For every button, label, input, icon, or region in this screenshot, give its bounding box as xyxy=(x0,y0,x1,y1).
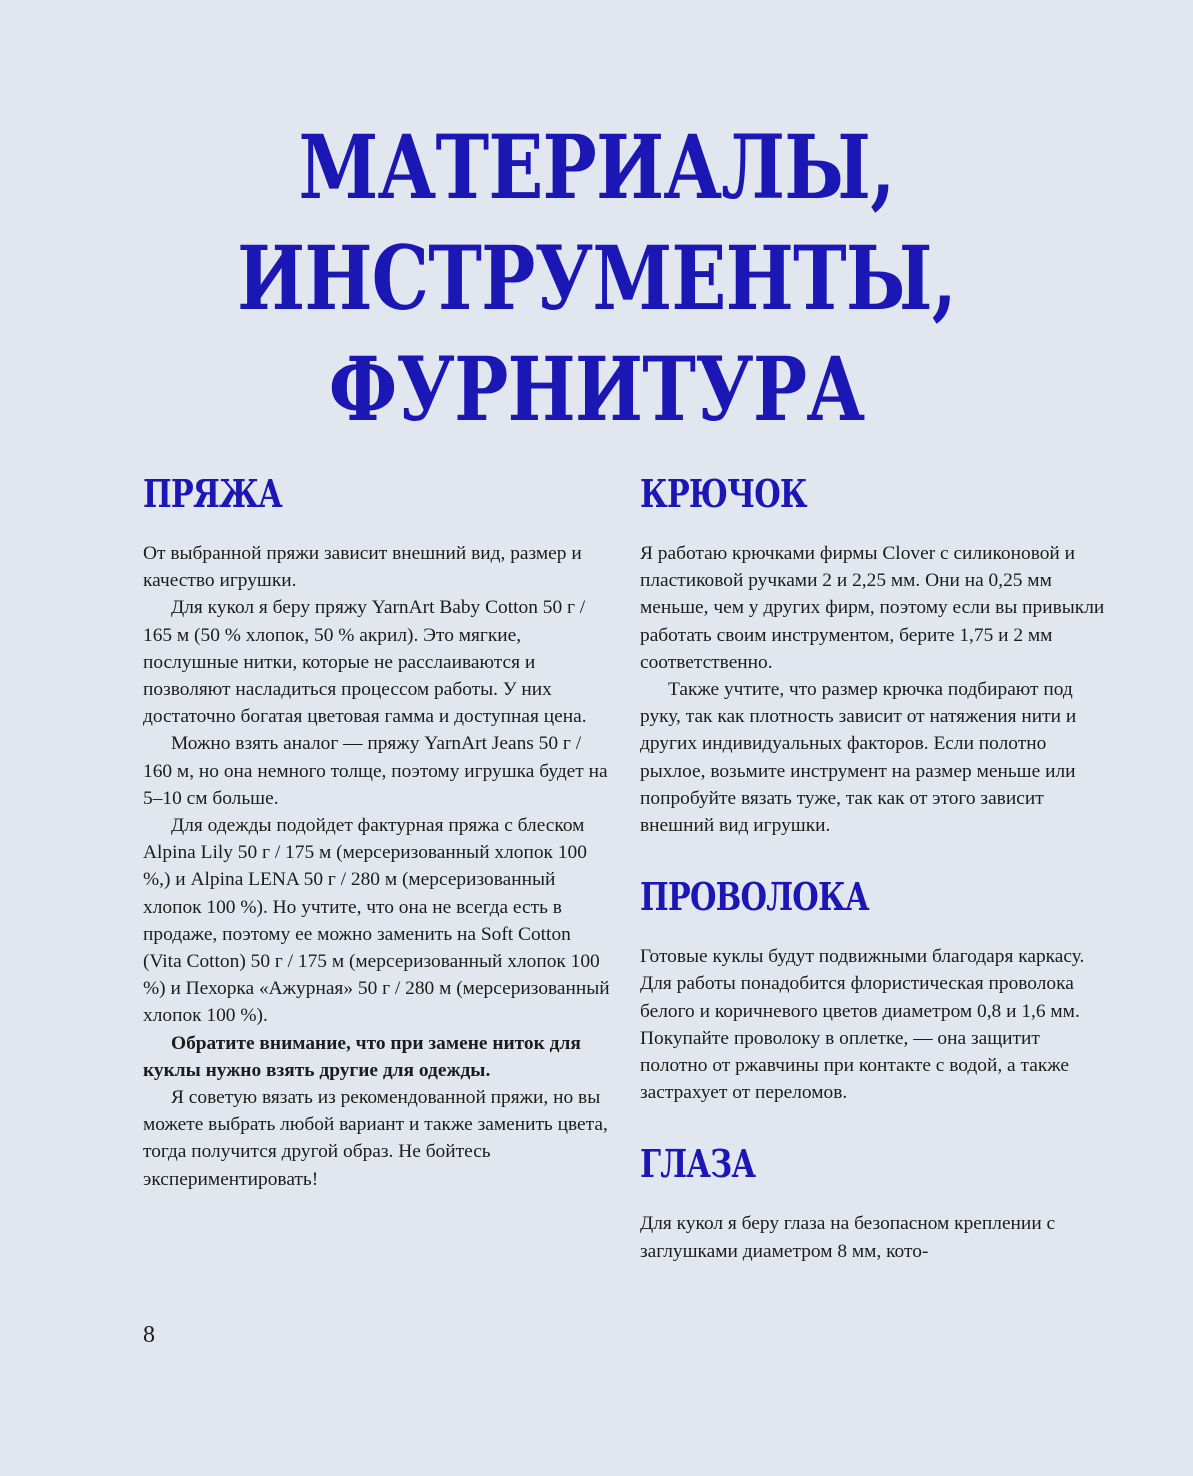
hook-paragraph-2: Также учтите, что размер крючка подбирают под руку, так как плотность зависит от натяжения нити и других индивидуальных факторов. Если полотно рыхлое, возьмите инструмент на размер меньше или попробуйте вязать туже, так как от этого зависит внешний вид игрушки. xyxy=(640,679,1077,837)
yarn-paragraph-2: Для кукол я беру пряжу YarnArt Baby Cotton 50 г / 165 м (50 % хлопок, 50 % акрил). Это мягкие, послушные нитки, которые не расслаиваются и позволяют насладиться процессом работы. У них достаточно богатая цветовая гамма и доступная цена. xyxy=(143,597,587,728)
spacer xyxy=(640,518,1110,540)
hook-paragraph-1: Я работаю крючками фирмы Clover с силиконовой и пластиковой ручками 2 и 2,25 мм. Они на 0,25 мм меньше, чем у других фирм, поэтому если вы привыкли работать своим инструментом, берите 1,75 и 2 мм соответственно. xyxy=(640,543,1105,673)
yarn-note: Обратите внимание, что при замене ниток для куклы нужно взять другие для одежды. xyxy=(143,1032,581,1081)
section-heading-eyes: ГЛАЗА xyxy=(640,1141,756,1187)
spacer xyxy=(640,921,1110,943)
page-number: 8 xyxy=(143,1322,155,1348)
title-line-2: ИНСТРУМЕНТЫ, xyxy=(236,226,957,330)
section-heading-hook: КРЮЧОК xyxy=(640,471,807,516)
title-line-3: ФУРНИТУРА xyxy=(328,337,865,441)
yarn-paragraph-6: Я советую вязать из рекомендованной пряжи, но вы можете выбрать любой вариант и также заменить цвета, тогда получится другой образ. Не бойтесь экспериментировать! xyxy=(143,1087,608,1190)
section-heading-wire: ПРОВОЛОКА xyxy=(640,874,869,920)
section-heading-yarn: ПРЯЖА xyxy=(143,471,283,516)
spacer xyxy=(640,1106,1110,1140)
yarn-paragraph-3: Можно взять аналог — пряжу YarnArt Jeans 50 г / 160 м, но она немного толще, поэтому игрушка будет на 5–10 см больше. xyxy=(143,733,608,809)
spacer xyxy=(640,1188,1110,1210)
eyes-paragraph-1: Для кукол я беру глаза на безопасном креплении с заглушками диаметром 8 мм, кото- xyxy=(640,1213,1056,1262)
left-column xyxy=(143,470,613,1193)
yarn-paragraph-4: Для одежды подойдет фактурная пряжа с блеском Alpina Lily 50 г / 175 м (мерсеризованный хлопок 100 %,) и Alpina LENA 50 г / 280 м (мерсеризованный хлопок 100 %). Но учтите, что она не всегда есть в продаже, поэтому ее можно заменить на Soft Cotton (Vita Cotton) 50 г / 175 м (мерсеризованный хлопок 100 %) и Пехорка «Ажурная» 50 г / 280 м (мерсеризованный хлопок 100 %). xyxy=(143,815,610,1027)
page-title xyxy=(107,112,1085,445)
wire-paragraph-1: Готовые куклы будут подвижными благодаря каркасу. Для работы понадобится флористическая проволока белого и коричневого цветов диаметром 0,8 и 1,6 мм. Покупайте проволоку в оплетке, — она защитит полотно от ржавчины при контакте с водой, а также застрахует от переломов. xyxy=(640,946,1085,1104)
spacer xyxy=(640,839,1110,873)
right-column xyxy=(640,470,1110,1265)
title-line-1: МАТЕРИАЛЫ, xyxy=(298,115,895,219)
yarn-paragraph-1: От выбранной пряжи зависит внешний вид, размер и качество игрушки. xyxy=(143,543,582,592)
spacer xyxy=(143,518,613,540)
